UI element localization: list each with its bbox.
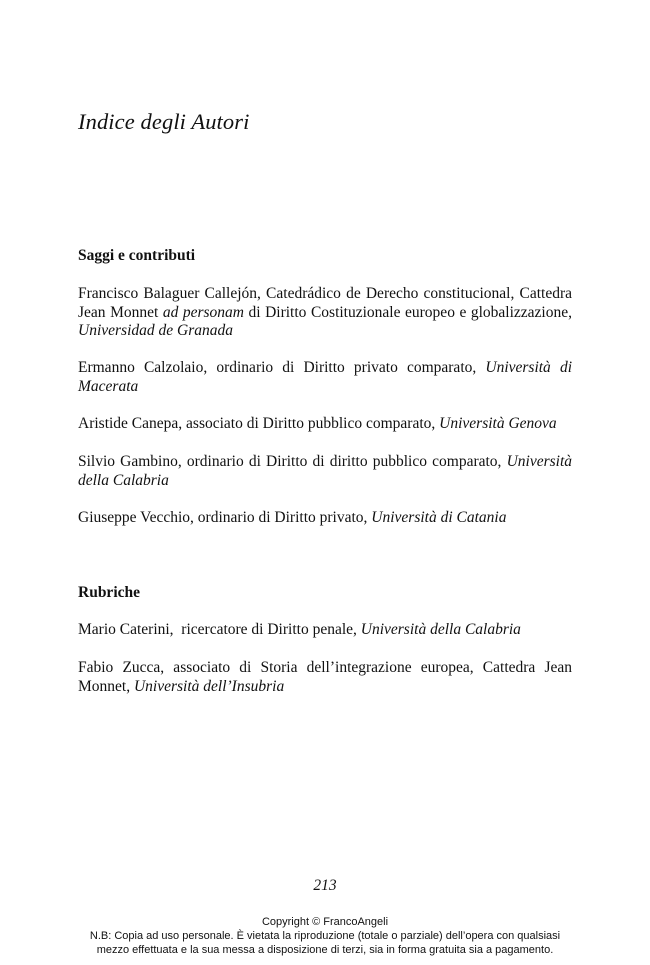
author-entry-vecchio (78, 509, 572, 528)
author-entry-text: Ermanno Calzolaio, ordinario di Diritto privato comparato, (78, 359, 486, 376)
author-entry-text: Giuseppe Vecchio, ordinario di Diritto privato, (78, 509, 372, 526)
author-affiliation: Università di Catania (371, 509, 507, 526)
author-entry-text: di Diritto Costituzionale europeo e globalizzazione, (243, 303, 572, 321)
section-heading-saggi: Saggi e contributi (78, 247, 196, 264)
author-affiliation: Universidad de Granada (78, 322, 233, 340)
author-entry-text: Mario Caterini, ricercatore di Diritto penale, (78, 621, 361, 638)
author-entry-italic: ad personam (162, 303, 244, 321)
section-heading-rubriche: Rubriche (78, 584, 140, 601)
author-affiliation: Università della Calabria (78, 453, 572, 489)
copyright-disclaimer-line: N.B: Copia ad uso personale. È vietata la riproduzione (totale o parziale) dell’opera con qualsiasi (89, 930, 561, 942)
author-affiliation: Università Genova (439, 415, 557, 432)
author-entry-zucca (78, 659, 572, 696)
author-entry-gambino (78, 453, 572, 490)
copyright-notice (0, 915, 650, 957)
author-entry-canepa (78, 415, 572, 434)
copyright-line: Copyright © FrancoAngeli (261, 916, 389, 928)
copyright-disclaimer-line: mezzo effettuata e la sua messa a disposizione di terzi, sia in forma gratuita sia a pagamento. (96, 944, 554, 956)
author-entry-text: Francisco Balaguer Callejón, Catedrádico de Derecho constitucional, Cattedra Jean Monnet (78, 285, 572, 321)
author-entry-text: Silvio Gambino, ordinario di Diritto di diritto pubblico comparato, (78, 453, 507, 470)
page-title: Indice degli Autori (78, 109, 250, 134)
author-entry-caterini (78, 621, 572, 640)
author-entry-calzolaio (78, 359, 572, 396)
author-affiliation: Università della Calabria (360, 621, 521, 638)
author-affiliation: Università di Macerata (78, 359, 572, 395)
author-affiliation: Università dell’Insubria (133, 677, 285, 695)
page-number: 213 (313, 877, 337, 894)
author-entry-text: Fabio Zucca, associato di Storia dell’integrazione europea, Cattedra Jean Monnet, (78, 659, 572, 695)
author-entry-text: Aristide Canepa, associato di Diritto pubblico comparato, (78, 415, 440, 432)
author-entry-balaguer (78, 285, 572, 341)
